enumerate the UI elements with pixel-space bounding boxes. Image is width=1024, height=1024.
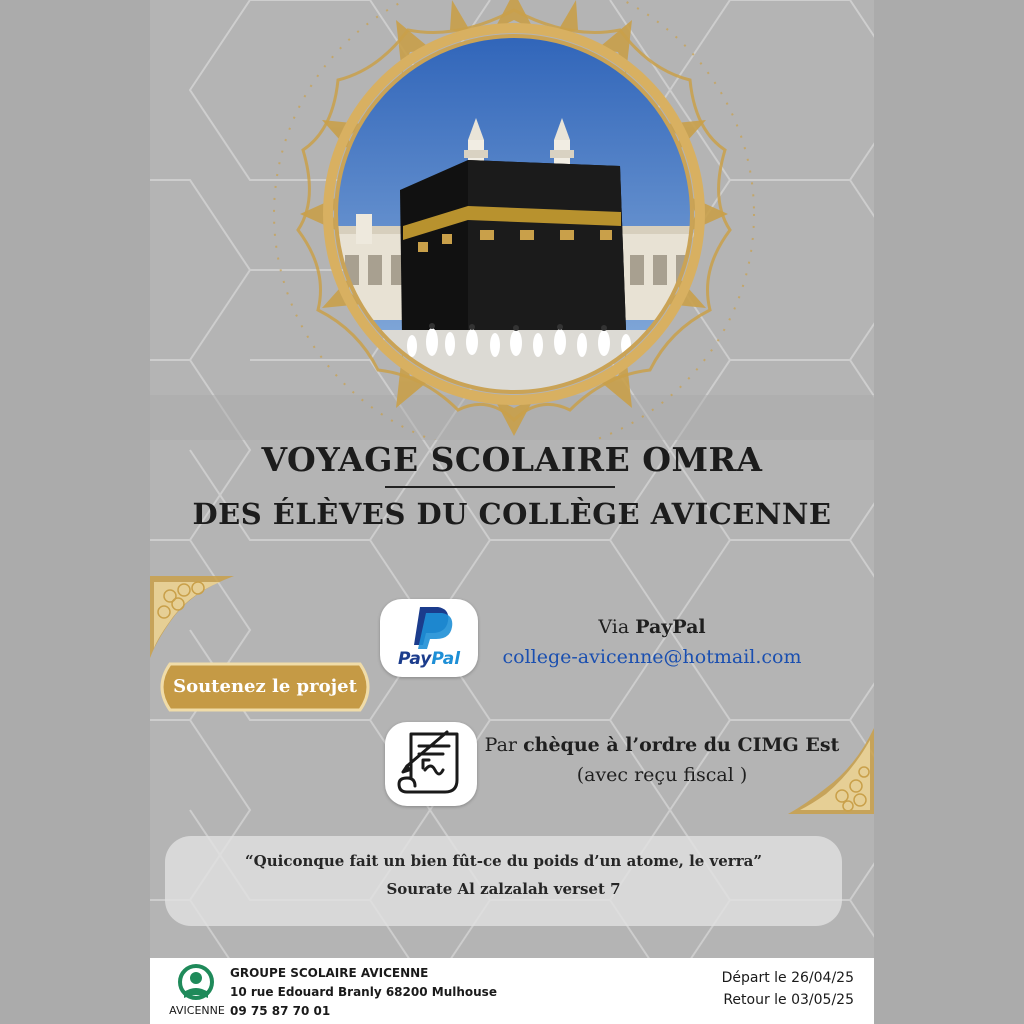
paypal-via-prefix: Via: [598, 616, 636, 638]
departure-date: Départ le 26/04/25: [721, 970, 854, 986]
quote-text: “Quiconque fait un bien fût-ce du poids d’un atome, le verra”: [245, 852, 762, 870]
poster: [150, 0, 874, 1024]
support-project-badge: [152, 662, 378, 712]
paypal-via-name: PayPal: [635, 616, 706, 638]
quote-reference: Sourate Al zalzalah verset 7: [386, 880, 621, 898]
school-name: GROUPE SCOLAIRE AVICENNE: [230, 966, 429, 980]
cheque-icon-card: [385, 722, 477, 806]
cheque-signing-icon: [385, 722, 477, 806]
support-project-label: Soutenez le projet: [173, 676, 357, 697]
school-address: 10 rue Edouard Branly 68200 Mulhouse: [230, 985, 497, 999]
paypal-payment-info: [482, 612, 822, 672]
paypal-logo-icon: [380, 599, 478, 649]
paypal-logo-text-pal: Pal: [431, 649, 461, 669]
title-line-1: VOYAGE SCOLAIRE OMRA: [261, 440, 763, 479]
footer: [150, 958, 874, 1024]
paypal-logo-text-pay: Pay: [397, 649, 432, 669]
cheque-payment-info: [482, 730, 842, 790]
cheque-line-1-bold: chèque à l’ordre du CIMG Est: [523, 734, 840, 756]
cheque-line-2: (avec reçu fiscal ): [576, 764, 748, 786]
kaaba-hero-image: [150, 0, 874, 440]
paypal-logo-card: [380, 599, 478, 677]
title-divider: [385, 486, 615, 488]
corner-ornament-top-left: [150, 572, 240, 662]
quote-box: [165, 836, 842, 926]
return-date: Retour le 03/05/25: [723, 992, 854, 1008]
paypal-logo-text: [380, 649, 478, 669]
paypal-email[interactable]: college-avicenne@hotmail.com: [502, 646, 802, 668]
paypal-via-line: [482, 612, 822, 642]
cheque-line-1-prefix: Par: [484, 734, 524, 756]
school-phone[interactable]: 09 75 87 70 01: [230, 1004, 331, 1018]
school-logo-text: AVICENNE: [169, 1004, 225, 1017]
title-line-2: DES ÉLÈVES DU COLLÈGE AVICENNE: [192, 497, 832, 531]
cheque-line-1: [482, 730, 842, 760]
